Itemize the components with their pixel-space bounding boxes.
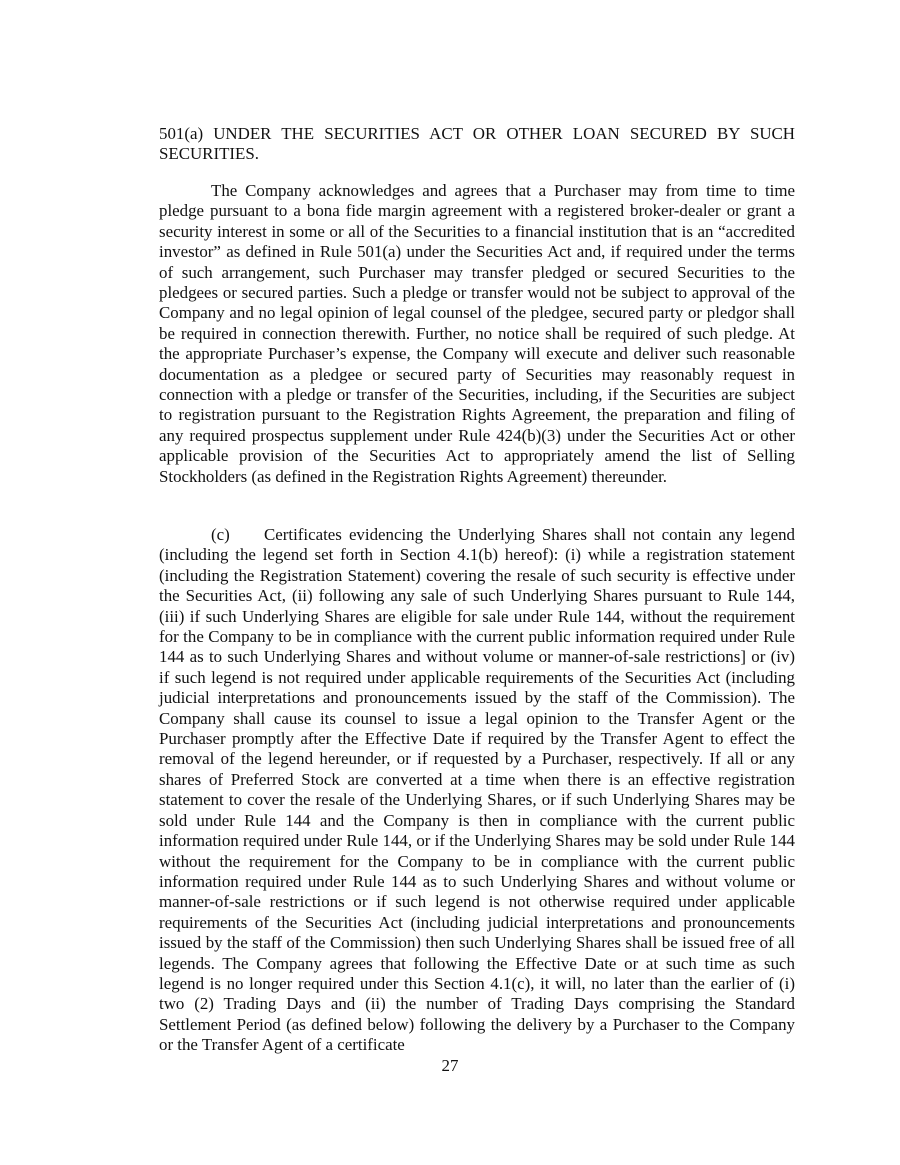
page-number: 27	[441, 1056, 459, 1075]
section-c-text: Certificates evidencing the Underlying Shares shall not contain any legend (including the legend set forth in Section 4.1(b) hereof): (i) while a registration statement (including the Registration Statement) covering the resale of such security is effective under the Securities Act, (ii) following any sale of such Underlying Shares pursuant to Rule 144, (iii) if such Underlying Shares are eligible for sale under Rule 144, without the requirement for the Company to be in compliance with the current public information required under Rule 144 as to such Underlying Shares and without volume or manner-of-sale restrictions] or (iv) if such legend is not required under applicable requirements of the Securities Act (including judicial interpretations and pronouncements issued by the staff of the Commission). The Company shall cause its counsel to issue a legal opinion to the Transfer Agent or the Purchaser promptly after the Effective Date if required by the Transfer Agent to effect the removal of the legend hereunder, or if requested by a Purchaser, respectively. If all or any shares of Preferred Stock are converted at a time when there is an effective registration statement to cover the resale of the Underlying Shares, or if such Underlying Shares may be sold under Rule 144 and the Company is then in compliance with the current public information required under Rule 144, or if the Underlying Shares may be sold under Rule 144 without the requirement for the Company to be in compliance with the current public information required under Rule 144 as to such Underlying Shares and without volume or manner-of-sale restrictions or if such legend is not otherwise required under applicable requirements of the Securities Act (including judicial interpretations and pronouncements issued by the staff of the Commission) then such Underlying Shares shall be issued free of all legends. The Company agrees that following the Effective Date or at such time as such legend is no longer required under this Section 4.1(c), it will, no later than the earlier of (i) two (2) Trading Days and (ii) the number of Trading Days comprising the Standard Settlement Period (as defined below) following the delivery by a Purchaser to the Company or the Transfer Agent of a certificate	[159, 525, 795, 1055]
section-c-label: (c)	[211, 525, 230, 544]
section-c-paragraph	[159, 525, 795, 1056]
pledge-paragraph: The Company acknowledges and agrees that a Purchaser may from time to time pledge pursuant to a bona fide margin agreement with a registered broker-dealer or grant a security interest in some or all of the Securities to a financial institution that is an “accredited investor” as defined in Rule 501(a) under the Securities Act and, if required under the terms of such arrangement, such Purchaser may transfer pledged or secured Securities to the pledgees or secured parties. Such a pledge or transfer would not be subject to approval of the Company and no legal opinion of legal counsel of the pledgee, secured party or pledgor shall be required in connection therewith. Further, no notice shall be required of such pledge. At the appropriate Purchaser’s expense, the Company will execute and deliver such reasonable documentation as a pledgee or secured party of Securities may reasonably request in connection with a pledge or transfer of the Securities, including, if the Securities are subject to registration pursuant to the Registration Rights Agreement, the preparation and filing of any required prospectus supplement under Rule 424(b)(3) under the Securities Act or other applicable provision of the Securities Act to appropriately amend the list of Selling Stockholders (as defined in the Registration Rights Agreement) thereunder.	[159, 181, 795, 486]
continuation-paragraph: 501(a) UNDER THE SECURITIES ACT OR OTHER LOAN SECURED BY SUCH SECURITIES.	[159, 124, 795, 164]
